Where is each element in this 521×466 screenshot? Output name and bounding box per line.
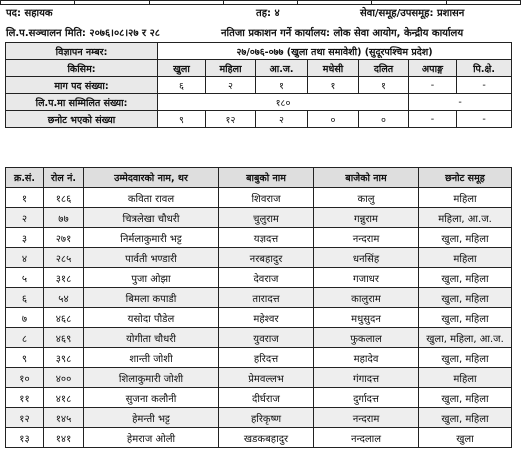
selection-group-cell: खुला, महिला: [419, 288, 512, 308]
selected-cell: ०: [359, 111, 409, 128]
post-label: पद: सहायक: [6, 8, 53, 19]
serial-cell: ३: [6, 228, 44, 248]
serial-cell: ४: [6, 248, 44, 268]
category-open: खुला: [158, 60, 206, 77]
grandfather-name-cell: नन्दराम: [314, 228, 419, 248]
serial-cell: ११: [6, 388, 44, 408]
candidate-name-cell: सुजना कलौनी: [84, 388, 219, 408]
table-row: [6, 368, 512, 388]
col-father-name: बाबुको नाम: [219, 168, 314, 188]
selection-group-cell: खुला, महिला: [419, 348, 512, 368]
grandfather-name-cell: महादेव: [314, 348, 419, 368]
father-name-cell: दीर्घराज: [219, 388, 314, 408]
selection-group-cell: खुला, महिला: [419, 388, 512, 408]
roll-no-cell: २७१: [44, 228, 84, 248]
demand-cell: -: [457, 77, 512, 94]
roll-no-cell: १४५: [44, 408, 84, 428]
serial-cell: ६: [6, 288, 44, 308]
table-row: [6, 328, 512, 348]
category-backward-region: पि.क्षे.: [457, 60, 512, 77]
candidate-name-cell: योगीता चौधरी: [84, 328, 219, 348]
table-row: [6, 308, 512, 328]
selected-cell: ९: [158, 111, 206, 128]
grandfather-name-cell: गन्नुराम: [314, 208, 419, 228]
candidate-name-cell: हेमराज ओली: [84, 428, 219, 448]
table-row: [6, 288, 512, 308]
candidate-name-cell: चित्रलेखा चौधरी: [84, 208, 219, 228]
serial-cell: १२: [6, 408, 44, 428]
category-dalit: दलित: [359, 60, 409, 77]
selection-group-cell: खुला, महिला: [419, 408, 512, 428]
selection-group-cell: खुला: [419, 428, 512, 448]
demand-row: [6, 77, 512, 94]
father-name-cell: हरिकृष्ण: [219, 408, 314, 428]
selection-group-cell: महिला: [419, 368, 512, 388]
service-label: सेवा/समूह/उपसमूह: प्रशासन: [360, 8, 465, 19]
candidate-name-cell: पार्वती भण्डारी: [84, 248, 219, 268]
category-disabled: अपाङ्ग: [409, 60, 457, 77]
candidate-name-cell: कविता रावल: [84, 188, 219, 208]
selected-cell: ०: [308, 111, 359, 128]
father-name-cell: युवराज: [219, 328, 314, 348]
serial-cell: १०: [6, 368, 44, 388]
ad-number-label: विज्ञापन नम्बर:: [6, 43, 158, 60]
category-label: किसिम:: [6, 60, 158, 77]
candidate-name-cell: शिलाकुमारी जोशी: [84, 368, 219, 388]
col-candidate-name: उम्मेदवारको नाम, थर: [84, 168, 219, 188]
grandfather-name-cell: धनसिंह: [314, 248, 419, 268]
demand-cell: -: [409, 77, 457, 94]
demand-cell: ६: [158, 77, 206, 94]
table-row: [6, 228, 512, 248]
candidate-name-cell: पुजा ओझा: [84, 268, 219, 288]
demand-label: माग पद संख्या:: [6, 77, 158, 94]
col-serial: क्र.सं.: [6, 168, 44, 188]
father-name-cell: नरबहादुर: [219, 248, 314, 268]
participants-dash: -: [409, 94, 512, 111]
roll-no-cell: १८६: [44, 188, 84, 208]
serial-cell: १३: [6, 428, 44, 448]
table-row: [6, 268, 512, 288]
result-office-label: नतिजा प्रकाशन गर्ने कार्यालय: लोक सेवा आयोग, केन्द्रीय कार्यालय: [221, 28, 464, 39]
selection-group-cell: खुला, महिला, आ.ज.: [419, 328, 512, 348]
roll-no-cell: ४००: [44, 368, 84, 388]
category-madhesi: मधेसी: [308, 60, 359, 77]
father-name-cell: यज्ञदत्त: [219, 228, 314, 248]
participants-value: १८०: [158, 94, 409, 111]
col-roll-no: रोल नं.: [44, 168, 84, 188]
candidate-name-cell: शान्ती जोशी: [84, 348, 219, 368]
candidate-name-cell: हेमन्ती भट्ट: [84, 408, 219, 428]
table-row: [6, 428, 512, 448]
col-selection-group: छनोट समूह: [419, 168, 512, 188]
father-name-cell: प्रेमवल्लभ: [219, 368, 314, 388]
serial-cell: २: [6, 208, 44, 228]
selected-cell: २: [256, 111, 308, 128]
roll-no-cell: ५४: [44, 288, 84, 308]
selection-group-cell: महिला, आ.ज.: [419, 208, 512, 228]
father-name-cell: महेश्वर: [219, 308, 314, 328]
selection-group-cell: महिला: [419, 188, 512, 208]
serial-cell: ८: [6, 328, 44, 348]
participants-label: लि.प.मा सम्मिलित संख्या:: [6, 94, 158, 111]
selected-cell: १२: [206, 111, 256, 128]
demand-cell: १: [308, 77, 359, 94]
roll-no-cell: ४६९: [44, 328, 84, 348]
selected-cell: -: [409, 111, 457, 128]
roll-no-cell: ७७: [44, 208, 84, 228]
candidate-name-cell: निर्मलाकुमारी भट्ट: [84, 228, 219, 248]
table-row: [6, 208, 512, 228]
category-women: महिला: [206, 60, 256, 77]
table-row: [6, 408, 512, 428]
roll-no-cell: २८५: [44, 248, 84, 268]
roll-no-cell: ४६८: [44, 308, 84, 328]
roll-no-cell: ४१८: [44, 388, 84, 408]
table-row: [6, 188, 512, 208]
serial-cell: ९: [6, 348, 44, 368]
demand-cell: २: [206, 77, 256, 94]
father-name-cell: चुलुराम: [219, 208, 314, 228]
category-indigenous: आ.ज.: [256, 60, 308, 77]
selection-group-cell: खुला, महिला: [419, 228, 512, 248]
grandfather-name-cell: दुर्गादत्त: [314, 388, 419, 408]
roll-no-cell: १४१: [44, 428, 84, 448]
candidate-name-cell: बिमला कपाडी: [84, 288, 219, 308]
table-row: [6, 248, 512, 268]
table-row: [6, 388, 512, 408]
table-row: [6, 348, 512, 368]
level-label: तह: ४: [256, 8, 280, 19]
selected-row: [6, 111, 512, 128]
category-header-row: [6, 60, 512, 77]
grandfather-name-cell: कालुराम: [314, 288, 419, 308]
father-name-cell: हरिदत्त: [219, 348, 314, 368]
serial-cell: ५: [6, 268, 44, 288]
grandfather-name-cell: कालु: [314, 188, 419, 208]
roll-no-cell: ३९८: [44, 348, 84, 368]
selection-group-cell: महिला: [419, 248, 512, 268]
grandfather-name-cell: नन्दलाल: [314, 428, 419, 448]
exam-date-label: लि.प.सञ्चालन मिति: २०७६।०८।२७ र २८: [6, 28, 161, 39]
grandfather-name-cell: गजाधर: [314, 268, 419, 288]
candidate-name-cell: यसोदा पौडेल: [84, 308, 219, 328]
demand-cell: १: [359, 77, 409, 94]
roll-no-cell: ३१८: [44, 268, 84, 288]
results-body: [6, 188, 512, 448]
serial-cell: १: [6, 188, 44, 208]
grandfather-name-cell: गंगादत्त: [314, 368, 419, 388]
father-name-cell: शिवराज: [219, 188, 314, 208]
grandfather-name-cell: नन्दराम: [314, 408, 419, 428]
grandfather-name-cell: फुकलाल: [314, 328, 419, 348]
selection-group-cell: खुला, महिला: [419, 268, 512, 288]
father-name-cell: देवराज: [219, 268, 314, 288]
results-header-row: [6, 168, 512, 188]
selected-label: छनोट भएको संख्या: [6, 111, 158, 128]
serial-cell: ७: [6, 308, 44, 328]
participants-row: [6, 94, 512, 111]
results-table: [5, 167, 512, 448]
father-name-cell: तारादत्त: [219, 288, 314, 308]
ad-number-value: २७/०७६-०७७ (खुला तथा समावेशी) (सुदूरपश्चिम प्रदेश): [158, 43, 512, 60]
ad-number-row: [6, 43, 512, 60]
demand-cell: १: [256, 77, 308, 94]
col-grandfather-name: बाजेको नाम: [314, 168, 419, 188]
father-name-cell: खडकबहादुर: [219, 428, 314, 448]
selection-group-cell: खुला, महिला: [419, 308, 512, 328]
selected-cell: -: [457, 111, 512, 128]
grandfather-name-cell: मधुसुदन: [314, 308, 419, 328]
summary-table: [5, 42, 512, 128]
